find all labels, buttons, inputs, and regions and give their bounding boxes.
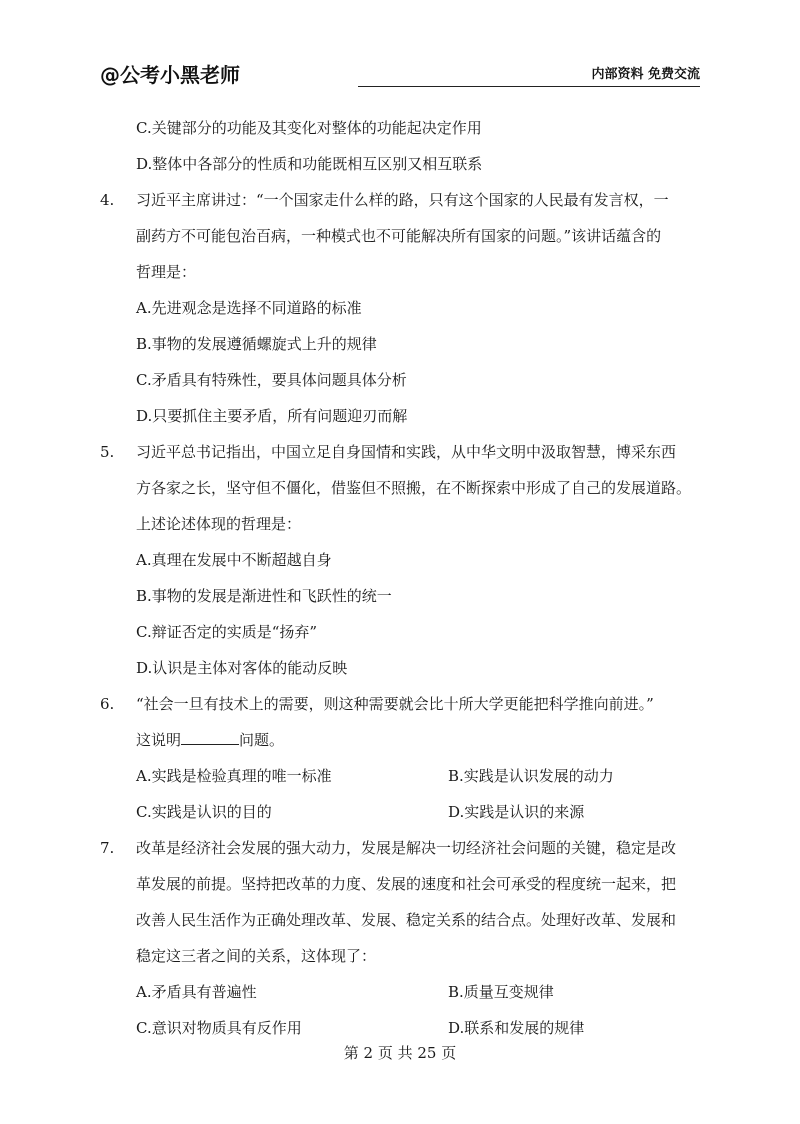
- q4-option-a: A.先进观念是选择不同道路的标准: [136, 299, 362, 317]
- q6-option-d: D.实践是认识的来源: [448, 803, 585, 821]
- q5-stem-line-3: 上述论述体现的哲理是：: [136, 515, 302, 533]
- q6-stem-prefix: 这说明: [136, 731, 182, 749]
- q4-option-b: B.事物的发展遵循螺旋式上升的规律: [136, 335, 377, 353]
- q4-stem-line-2: 副药方不可能包治百病，一种模式也不可能解决所有国家的问题。”该讲话蕴含的: [136, 227, 662, 245]
- header-rule: [358, 86, 700, 87]
- q5-stem-line-2: 方各家之长，坚守但不僵化，借鉴但不照搬，在不断探索中形成了自己的发展道路。: [136, 479, 692, 497]
- q3-option-d: D.整体中各部分的性质和功能既相互区别又相互联系: [136, 155, 483, 173]
- q6-stem-line-1: “社会一旦有技术上的需要，则这种需要就会比十所大学更能把科学推向前进。”: [136, 695, 654, 713]
- q7-stem-line-1: 改革是经济社会发展的强大动力，发展是解决一切经济社会问题的关键，稳定是改: [136, 839, 677, 857]
- q7-stem-line-4: 稳定这三者之间的关系，这体现了：: [136, 947, 377, 965]
- q4-option-d: D.只要抓住主要矛盾，所有问题迎刃而解: [136, 407, 408, 425]
- q7-option-d: D.联系和发展的规律: [448, 1019, 585, 1037]
- q7-option-c: C.意识对物质具有反作用: [136, 1019, 302, 1037]
- q5-option-c: C.辩证否定的实质是“扬弃”: [136, 623, 318, 641]
- q6-stem-suffix: 问题。: [239, 731, 285, 749]
- q7-option-a: A.矛盾具有普遍性: [136, 983, 257, 1001]
- q7-option-b: B.质量互变规律: [448, 983, 554, 1001]
- q4-option-c: C.矛盾具有特殊性，要具体问题具体分析: [136, 371, 407, 389]
- q5-option-a: A.真理在发展中不断超越自身: [136, 551, 332, 569]
- q6-number: 6.: [100, 695, 115, 713]
- q4-number: 4.: [100, 191, 115, 209]
- q3-option-c: C.关键部分的功能及其变化对整体的功能起决定作用: [136, 119, 482, 137]
- brand-title: @公考小黑老师: [100, 63, 240, 87]
- page-footer: 第 2 页 共 25 页: [343, 1044, 457, 1062]
- q7-stem-line-3: 改善人民生活作为正确处理改革、发展、稳定关系的结合点。处理好改革、发展和: [136, 911, 677, 929]
- q7-number: 7.: [100, 839, 115, 857]
- q6-stem-line-2: [136, 730, 284, 750]
- q4-stem-line-3: 哲理是：: [136, 263, 197, 281]
- q5-option-b: B.事物的发展是渐进性和飞跃性的统一: [136, 587, 392, 605]
- page-header: [100, 62, 700, 88]
- q6-option-c: C.实践是认识的目的: [136, 803, 272, 821]
- q6-option-a: A.实践是检验真理的唯一标准: [136, 767, 332, 785]
- q6-option-b: B.实践是认识发展的动力: [448, 767, 614, 785]
- q4-stem-line-1: 习近平主席讲过：“一个国家走什么样的路，只有这个国家的人民最有发言权，一: [136, 191, 669, 209]
- header-tagline: 内部资料 免费交流: [591, 67, 700, 82]
- q7-stem-line-2: 革发展的前提。坚持把改革的力度、发展的速度和社会可承受的程度统一起来，把: [136, 875, 677, 893]
- q5-stem-line-1: 习近平总书记指出，中国立足自身国情和实践，从中华文明中汲取智慧，博采东西: [136, 443, 677, 461]
- q5-option-d: D.认识是主体对客体的能动反映: [136, 659, 348, 677]
- q6-answer-blank: [181, 730, 239, 745]
- q5-number: 5.: [100, 443, 115, 461]
